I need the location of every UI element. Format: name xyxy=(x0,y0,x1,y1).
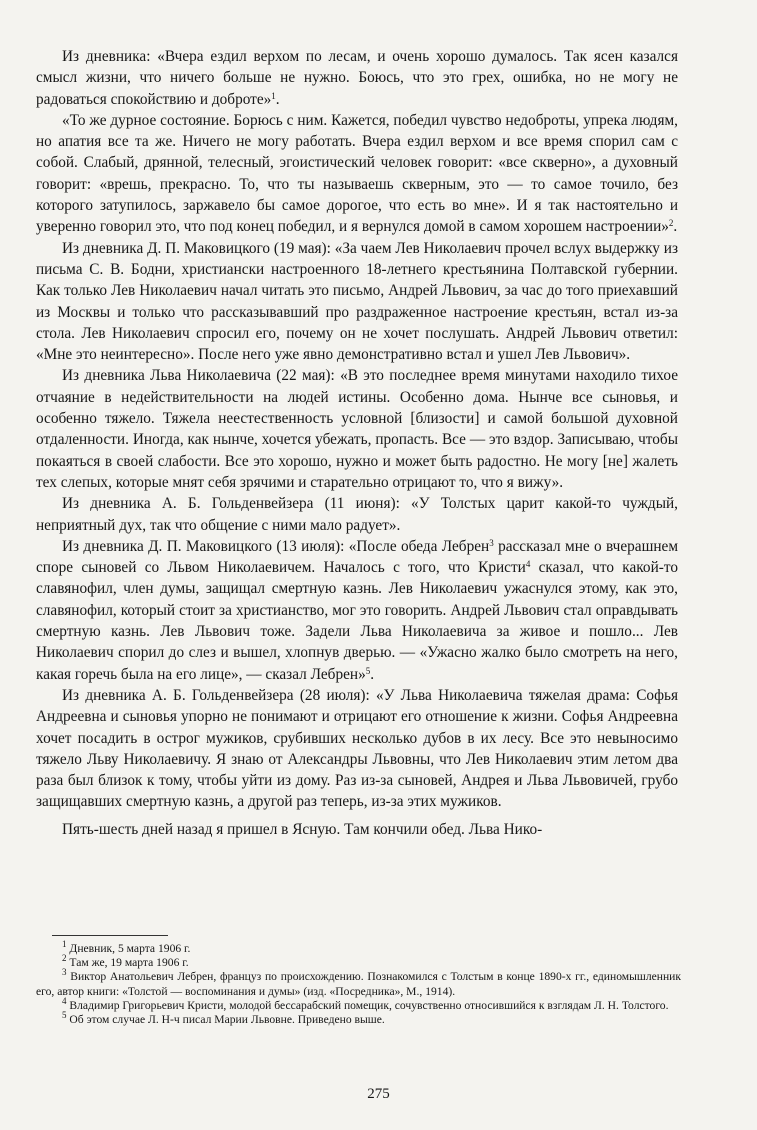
footnote-1 xyxy=(36,939,681,956)
footnote-4 xyxy=(36,995,681,1013)
page-number: 275 xyxy=(367,1086,390,1102)
footnote-number: 4 xyxy=(62,995,67,1006)
footnote-2 xyxy=(36,953,681,970)
footnote-text: Виктор Анатольевич Лебрен, француз по происхождению. Познакомился с Толстым в конце 1890-х гг., единомышленник его, автор книги: «Толстой — воспоминания и думы» (изд. «Посредника», М., 1914). xyxy=(36,970,681,998)
main-text xyxy=(36,46,678,840)
footnote-ref-2: 2 xyxy=(668,218,674,229)
footnote-text: Дневник, 5 марта 1906 г. xyxy=(69,942,191,955)
footnotes xyxy=(36,939,681,1027)
footnote-ref-5: 5 xyxy=(365,665,371,676)
paragraph-4: Из дневника Льва Николаевича (22 мая): «В это последнее время минутами находило тихое отчаяние в недействительности на людей истины. Особенно дома. Нынче все сыновья, и особенно тяжело. Тяжела неестественность условной [близости] и самой большой духовной отдаленности. Иногда, как нынче, хочется убежать, пропасть. Все — это вздор. Записываю, чтобы покаяться в своей слабости. Все это хорошо, нужно и может быть радостно. Не могу [не] жалеть тех слепых, которые мнят себя зрячими и старательно отрицают то, что я вижу». xyxy=(36,367,678,491)
footnote-5 xyxy=(36,1010,681,1027)
footnote-text: Владимир Григорьевич Кристи, молодой бессарабский помещик, сочувственно относившийся к взглядам Л. Н. Толстого. xyxy=(69,998,669,1012)
footnote-number: 5 xyxy=(62,1010,67,1021)
footnote-ref-3: 3 xyxy=(489,537,494,548)
paragraph-8: Пять-шесть дней назад я пришел в Ясную. Там кончили обед. Льва Нико- xyxy=(62,820,543,838)
footnote-ref-1: 1 xyxy=(271,90,276,101)
paragraph-2: «То же дурное состояние. Борюсь с ним. Кажется, победил чувство недоброты, упрека людям, но апатия все та же. Ничего не могу работать. Вчера ездил верхом и все время спорил сам с собой. Слабый, дрянной, телесный, эгоистический человек говорит: «все скверно», а духовный говорит: «врешь, прекрасно. То, что ты называешь скверным, это — то самое точило, без которого затупилось, заржавело бы самое дорогое, что есть во мне». И я так настоятельно и уверенно говорил это, что под конец победил, и я вернулся домой в самом хорошем настроении»$^2$. xyxy=(36,111,678,236)
paragraph-7: Из дневника А. Б. Гольденвейзера (28 июля): «У Льва Николаевича тяжелая драма: Софья Андреевна и сыновья упорно не понимают и отрицают его отношение к жизни. Софья Андреевна хочет посадить в острог мужиков, срубивших несколько дубов в их лесу. Все это невыносимо тяжело Льву Николаевичу. Я знаю от Александры Львовны, что Лев Николаевич этим летом два раза был близок к тому, чтобы уйти из дому. Раз из-за сыновей, Андрея и Льва Львовичей, грубо защищавших смертную казнь, а другой раз теперь, из-за этих мужиков. xyxy=(36,686,678,811)
footnote-number: 1 xyxy=(62,939,67,949)
paragraph-1: Из дневника: «Вчера ездил верхом по лесам, и очень хорошо думалось. Так ясен казался смысл жизни, что ничего больше не нужно. Боюсь, что это грех, ошибка, но не могу не радоваться спокойствию и доброте»$^1$. xyxy=(36,48,678,108)
paragraph-6: Из дневника Д. П. Маковицкого (13 июля): «После обеда Лебрен$^3$ рассказал мне о вчерашнем споре сыновей со Львом Николаевичем. Началось с того, что Кристи$^4$ сказал, что какой-то славянофил, член думы, защищал смертную казнь. Лев Николаевич ужаснулся этому, как это, славянофил, который стоит за христианство, мог это говорить. Андрей Львович стал оправдывать смертную казнь. Лев Львович тоже. Задели Льва Николаевича за живое и пошло... Лев Николаевич спорил до слез и вышел, хлопнув дверью. — «Ужасно жалко было смотреть на него, какая горечь была на его лице», — сказал Лебрен»$^5$. xyxy=(36,537,679,683)
footnote-number: 2 xyxy=(62,953,67,964)
paragraph-5: Из дневника А. Б. Гольденвейзера (11 июня): «У Толстых царит какой-то чуждый, неприятный дух, так что общение с ними мало радует». xyxy=(36,495,678,534)
footnote-text: Там же, 19 марта 1906 г. xyxy=(69,956,189,970)
footnote-ref-4: 4 xyxy=(525,559,531,570)
footnote-separator xyxy=(52,935,168,936)
paragraph-3: Из дневника Д. П. Маковицкого (19 мая): «За чаем Лев Николаевич прочел вслух выдержку из письма С. В. Бодни, христиански настроенного 18-летнего крестьянина Полтавской губернии. Как только Лев Николаевич начал читать это письмо, Андрей Львович, за час до того приехавший из Москвы и только что рассказывавший про раздраженное настроение крестьян, встал из-за стола. Лев Николаевич спросил его, почему он не хочет послушать. Андрей Львович ответил: «Мне это неинтересно». После него уже явно демонстративно встал и ушел Лев Львович». xyxy=(36,239,678,364)
footnote-3 xyxy=(36,967,681,998)
footnote-number: 3 xyxy=(62,967,67,978)
footnote-text: Об этом случае Л. Н-ч писал Марии Львовне. Приведено выше. xyxy=(69,1013,385,1027)
